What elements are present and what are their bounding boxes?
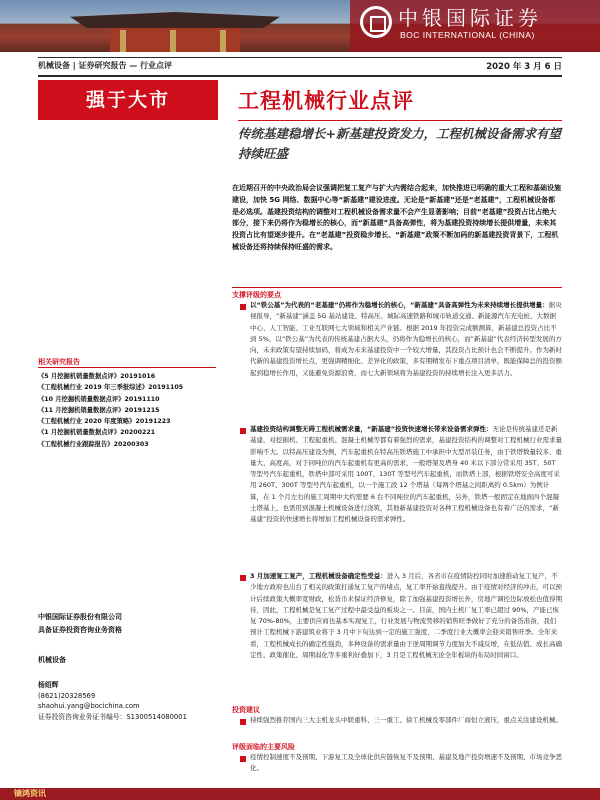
sector-label: 机械设备 xyxy=(38,656,66,664)
divider xyxy=(232,287,562,288)
page-title: 工程机械行业点评 xyxy=(238,88,414,113)
divider xyxy=(38,75,562,77)
bullet-icon xyxy=(240,428,246,434)
logo-chinese-name: 中银国际证券 xyxy=(398,6,542,30)
point-lead: 3 月加速复工复产，工程机械设备确定性受益： xyxy=(250,572,387,580)
point-text: 据央视报导，“新基建”涵盖 5G 基站建设、特高压、城际高速铁路和城市轨道交通、新能源汽车充电桩、大数据中心、人工智能、工业互联网七大领域和相关产业链。根据 2019 年投资完成额测算，新基建总投资占比不到 5%，以“铁公基”为代表的传统基建占据大头，仍将作为稳增长的核心，而“新基建”代表经济转型发展的方向，未来政策有望持续加码，将成为未来基建投资中一个较大增量，其投资占比预计也会不断提升。作为新时代新的基建投资增长点，更强调精细化、差异化的政策，多有期精发布下重点项目清单，既能保障总的投资额起到稳增长作用，又能避免资源浪费，而七大新领域将为基建投资的持续增长注入更多活力。 xyxy=(250,301,562,377)
header-banner-photo xyxy=(0,0,600,52)
report-date: 2020 年 3 月 6 日 xyxy=(486,62,562,72)
invest-paragraph: 持续强烈推荐国内三大主机龙头中联重科、三一重工、徐工机械及零部件厂商恒立液压，重点关注建设机械。 xyxy=(250,716,562,724)
point-paragraph xyxy=(250,424,562,526)
section-heading-risk: 评级面临的主要风险 xyxy=(232,743,295,751)
point-lead: 基建投资结构调整无碍工程机械需求量，“新基建”投资快速增长带来设备需求弹性： xyxy=(250,425,493,433)
point-text: 进入 3 月后，各省市在疫情防控同时加速推动复工复产，不少地方政府也出台了相关的政策打通复工复产的堵点，复工率开始直线提升。由于疫情对经济的冲击，可以预计后续政策大概率宽财政，松货币来保证经济修复，除了加强基建投资增长外，房地产调控边际放松也值得期待，因此，工程机械是复工复产过程中最受益的板块之一。目前，国内土机厂复工率已超过 90%，产能已恢复 70%-80%，主要供应商也基本实现复工，行业发展与物流势移的销售旺季做好了充分的备货准备，我们预计工程机械下游建筑业将于 3 月中下旬达到一定的施工强度，二季度行业大概率会迎来销售旺季。全年来看，工程机械成长的确定性强劲，多种设备的需求量由于逆周期调节力度加大不减反增，在低估值、成长高确定性、政策催化、周期弱化等多重利好叠加下，3 月是工程机械无论全年板块的布局时间窗口。 xyxy=(250,572,562,660)
divider xyxy=(238,120,562,121)
related-reports-heading: 相关研究报告 xyxy=(38,358,80,366)
organization-qualification: 具备证券投资咨询业务资格 xyxy=(38,626,122,634)
organization-info xyxy=(38,611,122,637)
bullet-icon xyxy=(240,575,246,581)
related-reports-list xyxy=(38,371,228,450)
organization-name: 中银国际证券股份有限公司 xyxy=(38,613,122,621)
point-paragraph xyxy=(250,571,562,661)
related-report-link[interactable]: 《工程机械行业 2020 年度策略》20191223 xyxy=(38,418,171,426)
palace-roof-graphic xyxy=(70,12,280,28)
footer-bar xyxy=(0,788,600,800)
boc-logo-icon xyxy=(360,6,392,38)
related-report-link[interactable]: 《11 月挖掘机销量数据点评》20191215 xyxy=(38,406,160,414)
divider xyxy=(38,57,562,58)
pillar-graphic xyxy=(120,30,126,52)
analyst-info xyxy=(38,680,187,722)
bullet-icon xyxy=(240,304,246,310)
point-lead: 以“铁公基”为代表的“老基建”仍将作为稳增长的核心，“新基建”具备高弹性为未来持续增长提供增量： xyxy=(250,301,549,309)
point-text: 无论是传统基建还是新基建，对挖掘机、工程起重机、混凝土机械等都有着强烈的需求，基建投资结构的调整对工程机械行业需求量影响不大。以特高压建设为例，汽车起重机在特高压铁塔施工中承担中大型吊装任务，由于铁塔数量较多、重量大、高度高，对于同吨位的汽车起重机有更高的需求，一般塔架及塔身 40 米以下部分常采用 35T、50T 等型号汽车起重机，铁塔中部可采用 100T、130T 等型号汽车起重机，而铁塔上部，根据铁塔安全高度可采用 260T、300T 等型号汽车起重机，以一个施工段 12 个塔基（每两个塔基之间距离约 0.5km）为例计算，在 1 个月左右的施工周期中大约需要 6 台不同吨位的汽车起重机，另外，铁塔一般固定在地面四个混凝土塔基上，也需用到混凝土机械设备进行浇筑，其他新基建投资对各种工程机械设备也有着广泛的需求，“新基建”投资的快速增长将增加工程机械设备的需求弹性。 xyxy=(250,425,562,524)
related-report-link[interactable]: 《工程机械行业跟踪报告》20200303 xyxy=(38,440,149,448)
breadcrumb: 机械设备 | 证券研究报告 — 行业点评 xyxy=(38,61,173,70)
pillar-graphic xyxy=(170,30,176,52)
analyst-email[interactable]: shaohui.yang@bocichina.com xyxy=(38,702,140,711)
brand-logo xyxy=(350,0,600,52)
analyst-name: 杨绍辉 xyxy=(38,681,59,689)
divider xyxy=(38,367,216,368)
related-report-link[interactable]: 《1 月挖掘机销量数据点评》20200221 xyxy=(38,429,156,437)
section-heading-invest: 投资建议 xyxy=(232,706,260,714)
point-paragraph xyxy=(250,300,562,379)
section-heading-core: 支撑评级的要点 xyxy=(232,291,281,299)
pillar-graphic xyxy=(220,30,226,52)
bullet-icon xyxy=(240,756,246,762)
related-report-link[interactable]: 《5 月挖掘机销量数据点评》20191016 xyxy=(38,373,156,380)
summary-paragraph: 在近期召开的中央政治局会议强调把复工复产与扩大内需结合起来，加快推进已明确的重大工程和基础设施建设，加快 5G 网络、数据中心等“新基建”建设进度。无论是“新基建”还是“老基建”，工程机械设备都是必选项。基建投资结构的调整对工程机械设备需求量不会产生显著影响；目前“老基建”投资占比占绝大部分，接下来仍将作为稳增长的核心，而“新基建”具备高弹性，将为基建投资持续增长提供增量，未来其投资占比有望逐步提升。在“老基建”投资稳步增长、“新基建”政策不断加码的新基建投资背景下，工程机械设备还将持续保持旺盛的需求。 xyxy=(232,184,561,251)
related-report-link[interactable]: 《工程机械行业 2019 年三季报综述》20191105 xyxy=(38,384,184,392)
analyst-phone: (8621)20328569 xyxy=(38,691,96,700)
logo-english-name: BOC INTERNATIONAL (CHINA) xyxy=(400,30,535,40)
subtitle: 传统基建稳增长+新基建投资发力，工程机械设备需求有望持续旺盛 xyxy=(238,126,561,161)
related-report-link[interactable]: 《10 月挖掘机销量数据点评》20191110 xyxy=(38,395,160,403)
rating-badge: 强于大市 xyxy=(38,80,218,120)
bullet-icon xyxy=(240,719,246,725)
risk-paragraph: 疫情控制速度不及预期、下游复工及全球化供应链恢复不及预期、基建及地产投资增速不及预期、市场竞争恶化。 xyxy=(250,753,562,773)
analyst-certificate: 证券投资咨询业务证书编号：S1300514080001 xyxy=(38,712,187,721)
footer-watermark: 镝鸿资讯 xyxy=(14,789,46,798)
